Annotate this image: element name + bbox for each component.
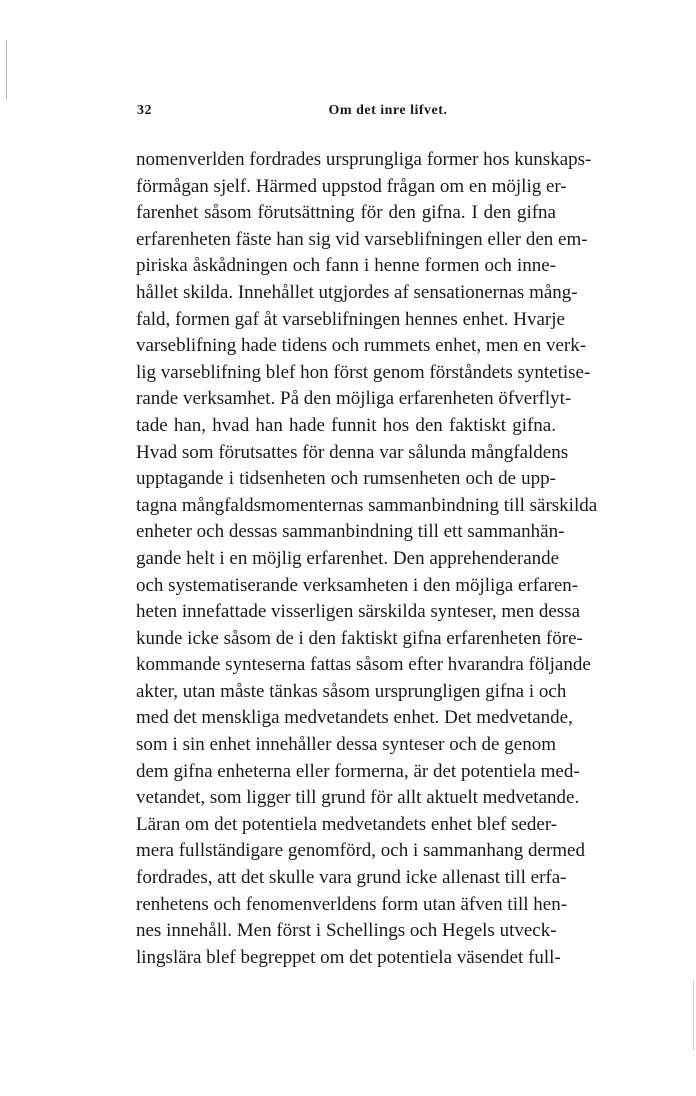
running-title	[0, 103, 696, 119]
text-line: rande verksamhet. På den möjliga erfarenheten öfverflyt-	[136, 388, 572, 410]
text-line: tade han, hvad han hade funnit hos den faktiskt gifna.	[136, 414, 556, 436]
text-line: farenhet såsom förutsättning för den gifna. I den gifna	[136, 202, 556, 224]
page-number: 32	[137, 103, 152, 118]
text-line: mera fullständigare genomförd, och i sammanhang dermed	[136, 840, 585, 862]
text-line: varseblifning hade tidens och rummets enhet, men en verk-	[136, 335, 587, 357]
scan-edge-mark-right	[693, 980, 694, 1050]
scan-edge-mark	[6, 40, 7, 100]
text-line: som i sin enhet innehåller dessa synteser och de genom	[136, 734, 556, 756]
text-line: tagna mångfaldsmomenternas sammanbindning till särskilda	[136, 494, 598, 516]
text-line: fordrades, att det skulle vara grund icke allenast till erfa-	[136, 867, 567, 889]
text-line: piriska åskådningen och fann i henne formen och inne-	[136, 255, 556, 277]
text-line: lingslära blef begreppet om det potentiela väsendet full-	[136, 946, 561, 968]
text-line: erfarenheten fäste han sig vid varseblifningen eller den em-	[136, 228, 588, 250]
running-title-text: Om det inre lifvet.	[328, 103, 448, 118]
text-line: enheter och dessas sammanbindning till ett sammanhän-	[136, 521, 565, 543]
text-line: kunde icke såsom de i den faktiskt gifna erfarenheten före-	[136, 627, 583, 649]
text-line: dem gifna enheterna eller formerna, är det potentiela med-	[136, 760, 580, 782]
text-line: fald, formen gaf åt varseblifningen hennes enhet. Hvarje	[136, 308, 565, 330]
text-line: upptagande i tidsenheten och rumsenheten och de upp-	[136, 468, 556, 490]
text-line: lig varseblifning blef hon först genom förståndets syntetise-	[136, 361, 591, 383]
text-line: förmågan sjelf. Härmed uppstod frågan om en möjlig er-	[136, 175, 567, 197]
text-line: heten innefattade visserligen särskilda synteser, men dessa	[136, 601, 581, 623]
text-line: med det menskliga medvetandets enhet. Det medvetande,	[136, 707, 573, 729]
text-line: Hvad som förutsattes för denna var sålunda mångfaldens	[136, 441, 569, 463]
text-line: Läran om det potentiela medvetandets enhet blef seder-	[136, 813, 558, 835]
text-line: akter, utan måste tänkas såsom ursprungligen gifna i och	[136, 680, 567, 702]
text-line: och systematiserande verksamheten i den möjliga erfaren-	[136, 574, 579, 596]
body-text	[136, 147, 598, 971]
text-line: gande helt i en möjlig erfarenhet. Den apprehenderande	[136, 547, 560, 569]
text-line: nes innehåll. Men först i Schellings och Hegels utveck-	[136, 920, 557, 942]
text-line: renhetens och fenomenverldens form utan äfven till hen-	[136, 893, 568, 915]
text-line: hållet skilda. Innehållet utgjordes af sensationernas mång-	[136, 281, 578, 303]
text-line: nomenverlden fordrades ursprungliga former hos kunskaps-	[136, 149, 592, 170]
text-line: vetandet, som ligger till grund för allt aktuelt medvetande.	[136, 787, 580, 809]
text-line: kommande synteserna fattas såsom efter hvarandra följande	[136, 654, 591, 676]
